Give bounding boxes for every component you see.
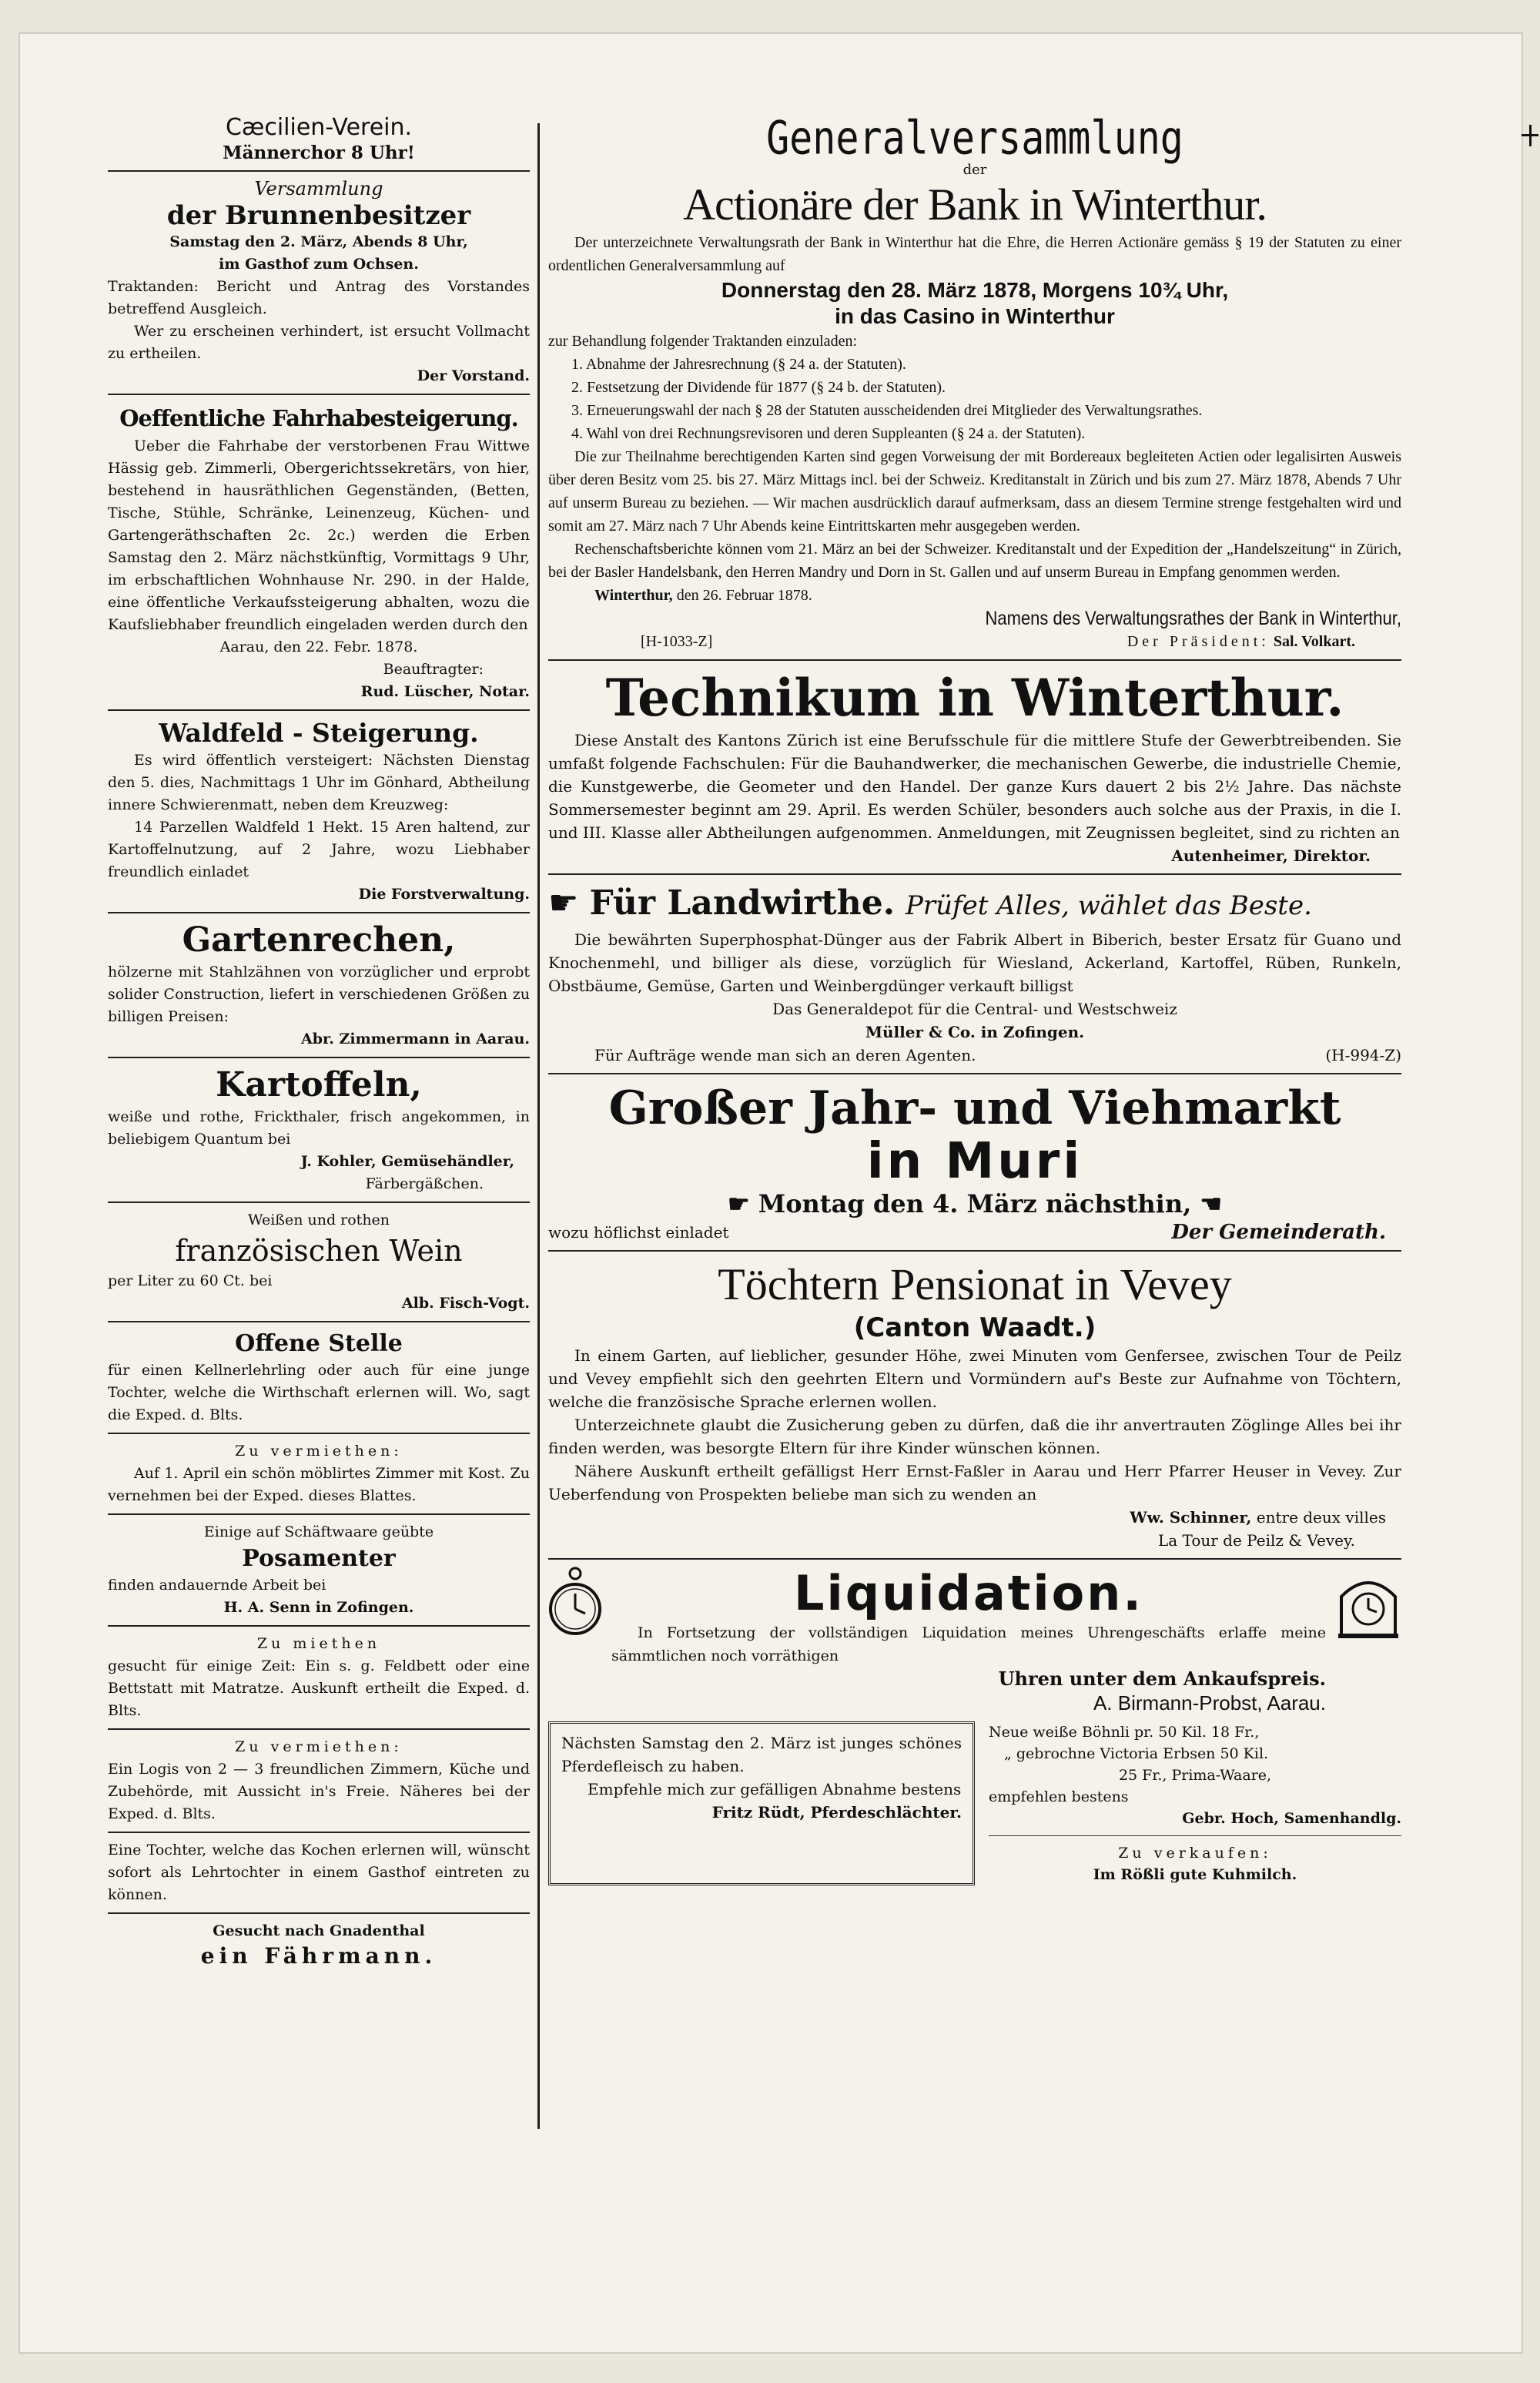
waldfeld-lots: 14 Parzellen Waldfeld 1 Hekt. 15 Aren haltend, zur Kartoffelnutzung, auf 2 Jahre, wozu Liebhaber freundlich einladet	[108, 819, 530, 880]
pferd-body2: Empfehle mich zur gefälligen Abnahme bestens	[588, 1780, 962, 1798]
markt-title: Großer Jahr- und Viehmarkt	[608, 1081, 1341, 1135]
posament-title: Posamenter	[242, 1545, 396, 1572]
boehnli-l4: empfehlen bestens	[989, 1788, 1129, 1805]
gv-date: Donnerstag den 28. März 1878, Morgens 10¾ Uhr,	[721, 278, 1229, 302]
fahrhabe-date: Aarau, den 22. Febr. 1878.	[219, 638, 418, 655]
pointing-hand-icon: ☛	[727, 1189, 750, 1218]
gv-president-name: Sal. Volkart.	[1273, 633, 1355, 650]
pensionat-sign2: entre deux villes	[1251, 1508, 1386, 1527]
bett-body: gesucht für einige Zeit: Ein s. g. Feldbett oder eine Bettstatt mit Matratze. Auskunft ertheilt die Exped. d. Blts.	[108, 1657, 530, 1719]
gv-place: in das Casino in Winterthur	[835, 304, 1115, 328]
pferd-sign: Fritz Rüdt, Pferdeschlächter.	[711, 1803, 962, 1822]
boehnli-sign: Gebr. Hoch, Samenhandlg.	[1182, 1810, 1401, 1827]
liquidation-body: In Fortsetzung der vollständigen Liquidation meines Uhrengeschäfts erlaffe meine sämmtlichen noch vorräthigen	[611, 1624, 1326, 1664]
gv-body1: Die zur Theilnahme berechtigenden Karten sind gegen Vorweisung der mit Bordereaux begleiteten Actien oder legalisirten Ausweis über deren Besitz vom 25. bis 27. März Mittags incl. bei der Schweiz. Kreditanstalt in Zürich und bis zum 27. März 1878, Abends 7 Uhr auf unserm Bureau zu beziehen. — Wir machen ausdrücklich darauf aufmerksam, dass an diesem Termine strenge festgehalten wird und somit am 27. März nach 7 Uhr Abends keine Eintrittskarten mehr ausgegeben werden.	[548, 448, 1401, 535]
caecilien-title: Cæcilien-Verein.	[225, 114, 413, 141]
technikum-sign: Autenheimer, Direktor.	[1171, 846, 1371, 865]
zimmer-body: Auf 1. April ein schön möblirtes Zimmer mit Kost. Zu vernehmen bei der Exped. dieses Blattes.	[108, 1465, 530, 1504]
gv-agenda-item: 3. Erneuerungswahl der nach § 28 der Statuten ausscheidenden drei Mitglieder des Verwaltungsrathes.	[571, 402, 1203, 419]
bett-head: Zu miethen	[256, 1635, 381, 1652]
gv-intro: Der unterzeichnete Verwaltungsrath der Bank in Winterthur hat die Ehre, die Herren Actionäre gemäss § 19 der Statuten zu einer ordentlichen Generalversammlung auf	[548, 234, 1401, 274]
tochter-body: Eine Tochter, welche das Kochen erlernen will, wünscht sofort als Lehrtochter in einem Gasthof eintreten zu können.	[108, 1842, 530, 1903]
brunnen-title: der Brunnenbesitzer	[166, 200, 471, 231]
landwirthe-body: Die bewährten Superphosphat-Dünger aus der Fabrik Albert in Biberich, bester Ersatz für Guano und Knochenmehl, und billiger als diese, vorzüglich für Wiesland, Ackerland, Kartoffel, Rüben, Runkeln, Obstbäume, Gemüse, Garten und Weinbergdünger verkauft billigst	[548, 930, 1401, 995]
liquidation-title: Liquidation.	[794, 1565, 1143, 1621]
waldfeld-sign: Die Forstverwaltung.	[358, 886, 530, 903]
wein-sign: Alb. Fisch-Vogt.	[401, 1295, 530, 1312]
pocket-watch-icon	[548, 1566, 602, 1640]
gv-behalf: Namens des Verwaltungsrathes der Bank in Winterthur,	[985, 607, 1401, 629]
logis-head: Zu vermiethen:	[235, 1738, 403, 1755]
pensionat-sign: Ww. Schinner,	[1130, 1508, 1252, 1527]
brunnen-sign: Der Vorstand.	[417, 367, 530, 384]
posament-lead: Einige auf Schäftwaare geübte	[203, 1523, 434, 1540]
boehnli-l1: Neue weiße Böhnli pr. 50 Kil. 18 Fr.,	[989, 1724, 1260, 1741]
markt-invite: wozu höflichst einladet	[548, 1223, 729, 1242]
landwirthe-firm: Müller & Co. in Zofingen.	[865, 1023, 1085, 1041]
left-column	[108, 114, 530, 2132]
pensionat-sub: (Canton Waadt.)	[853, 1312, 1096, 1343]
kartoffeln-sign2: Färbergäßchen.	[365, 1175, 484, 1192]
gv-agenda-item: 2. Festsetzung der Dividende für 1877 (§ 24 b. der Statuten).	[571, 379, 946, 396]
kartoffeln-sign: J. Kohler, Gemüsehändler,	[300, 1153, 514, 1170]
gv-place-date: den 26. Februar 1878.	[672, 587, 812, 604]
wein-lead: Weißen und rothen	[247, 1212, 390, 1228]
fahrhabe-body: Ueber die Fahrhabe der verstorbenen Frau Wittwe Hässig geb. Zimmerli, Obergerichtssekretärs, von hier, bestehend in hausräthlichen Gegenständen, (Betten, Tische, Stühle, Schränke, Leinenzeug, Küchen- und Gartengeräthschaften 2c. 2c.) werden die Erben Samstag den 2. März nächstkünftig, Vormittags 9 Uhr, im erbschaftlichen Wohnhause Nr. 290. in der Halde, eine öffentliche Verkaufssteigerung abhalten, wozu die Kaufsliebhaber freundlich eingeladen werden durch den	[108, 437, 530, 633]
pensionat-p2: Unterzeichnete glaubt die Zusicherung geben zu dürfen, daß die ihr anvertrauten Zöglinge Alles bei ihr finden werden, was besorgte Eltern für ihre Kinder wünschen können.	[548, 1416, 1401, 1457]
kartoffeln-title: Kartoffeln,	[216, 1065, 422, 1104]
pferd-box	[548, 1721, 975, 1885]
landwirthe-agents: Für Aufträge wende man sich an deren Agenten.	[594, 1046, 976, 1064]
garten-body: hölzerne mit Stahlzähnen von vorzüglicher und erprobt solider Construction, liefert in verschiedenen Größen zu billigen Preisen:	[108, 964, 530, 1025]
landwirthe-ref: (H-994-Z)	[1325, 1046, 1401, 1064]
landwirthe-depot: Das Generaldepot für die Central- und Westschweiz	[772, 1000, 1177, 1018]
waldfeld-body: Es wird öffentlich versteigert: Nächsten Dienstag den 5. dies, Nachmittags 1 Uhr im Gönhard, Abtheilung innere Schwierenmatt, neben dem Kreuzweg:	[108, 752, 530, 813]
gv-agenda-item: 1. Abnahme der Jahresrechnung (§ 24 a. der Statuten).	[571, 356, 906, 373]
wein-price: per Liter zu 60 Ct. bei	[108, 1272, 273, 1289]
mantel-clock-icon	[1335, 1566, 1401, 1640]
technikum-title: Technikum in Winterthur.	[605, 668, 1344, 728]
faehrmann-line1: Gesucht nach Gnadenthal	[213, 1922, 425, 1939]
markt-place: in Muri	[866, 1133, 1083, 1190]
brunnen-kicker: Versammlung	[254, 178, 383, 199]
landwirthe-title: Für Landwirthe.	[589, 883, 896, 923]
gv-subtitle: Actionäre der Bank in Winterthur.	[683, 179, 1267, 230]
posament-body: finden andauernde Arbeit bei	[108, 1577, 326, 1594]
stelle-body: für einen Kellnerlehrling oder auch für eine junge Tochter, welche die Wirthschaft erlernen will. Wo, sagt die Exped. d. Blts.	[108, 1362, 530, 1423]
stelle-title: Offene Stelle	[235, 1330, 403, 1357]
fahrhabe-title: Oeffentliche Fahrhabesteigerung.	[119, 405, 518, 431]
kartoffeln-body: weiße und rothe, Frickthaler, frisch angekommen, in beliebigem Quantum bei	[108, 1108, 530, 1148]
gv-place-date-bold: Winterthur,	[594, 587, 673, 604]
liquidation-sign: A. Birmann-Probst, Aarau.	[1093, 1691, 1326, 1714]
boehnli-l2: „ gebrochne Victoria Erbsen 50 Kil.	[1004, 1745, 1269, 1762]
gv-title: Generalversammlung	[766, 111, 1183, 165]
boehnli-l3: 25 Fr., Prima-Waare,	[1118, 1767, 1272, 1784]
liquidation-body-big: Uhren unter dem Ankaufspreis.	[998, 1667, 1326, 1690]
fahrhabe-sign: Rud. Lüscher, Notar.	[360, 683, 530, 700]
brunnen-note: Wer zu erscheinen verhindert, ist ersucht Vollmacht zu ertheilen.	[108, 323, 530, 362]
gv-president: Der Präsident:	[1127, 633, 1270, 650]
crop-mark	[1529, 125, 1532, 146]
brunnen-trakt: Traktanden: Bericht und Antrag des Vorstandes betreffend Ausgleich.	[108, 278, 530, 317]
gv-agenda-item: 4. Wahl von drei Rechnungsrevisoren und deren Suppleanten (§ 24 a. der Statuten).	[571, 425, 1086, 442]
faehrmann-line2: ein Fährmann.	[200, 1943, 437, 1969]
technikum-body: Diese Anstalt des Kantons Zürich ist eine Berufsschule für die mittlere Stufe der Gewerbtreibenden. Sie umfaßt folgende Fachschulen: Für die Bauhandwerker, die mechanischen Gewerbe, die industrielle Chemie, die Kunstgewerbe, die Geometer und den Handel. Der ganze Kurs dauert 2 bis 2½ Jahre. Das nächste Sommersemester beginnt am 29. April. Es werden Schüler, besonders auch solche aus der Praxis, in die I. und III. Klasse aller Abtheilungen aufgenommen. Anmeldungen, mit Zeugnissen begleitet, sind zu richten an	[548, 731, 1401, 842]
gv-ref: [H-1033-Z]	[641, 633, 713, 650]
pensionat-p1: In einem Garten, auf lieblicher, gesunder Höhe, zwei Minuten vom Genfersee, zwischen Tour de Peilz und Vevey empfiehlt sich den geehrten Eltern und Vormündern auf's Beste zur Aufnahme von Töchtern, welche die französische Sprache erlernen wollen.	[548, 1346, 1401, 1411]
markt-sign: Der Gemeinderath.	[1171, 1221, 1386, 1244]
garten-title: Gartenrechen,	[182, 920, 456, 960]
kuhmilch-head: Zu verkaufen:	[1118, 1845, 1272, 1862]
pensionat-title: Töchtern Pensionat in Vevey	[718, 1259, 1232, 1309]
zimmer-head: Zu vermiethen:	[235, 1443, 403, 1460]
gv-der: der	[962, 162, 987, 178]
pferd-body: Nächsten Samstag den 2. März ist junges schönes Pferdefleisch zu haben.	[561, 1734, 962, 1775]
brunnen-date: Samstag den 2. März, Abends 8 Uhr,	[169, 233, 468, 250]
kuhmilch-body: Im Rößli gute Kuhmilch.	[1093, 1866, 1297, 1883]
landwirthe-motto: Prüfet Alles, wählet das Beste.	[906, 890, 1312, 921]
waldfeld-title: Waldfeld - Steigerung.	[159, 718, 479, 748]
gv-agenda-intro: zur Behandlung folgender Traktanden einzuladen:	[548, 333, 857, 350]
pensionat-addr: La Tour de Peilz & Vevey.	[1157, 1531, 1355, 1550]
pensionat-p3: Nähere Auskunft ertheilt gefälligst Herr Ernst-Faßler in Aarau und Herr Pfarrer Heuser in Vevey. Zur Ueberfendung von Prospekten beliebe man sich zu wenden an	[548, 1462, 1401, 1503]
pointing-hand-icon: ☚	[1200, 1189, 1223, 1218]
pointing-hand-icon: ☛	[548, 883, 579, 923]
gv-body2: Rechenschaftsberichte können vom 21. März an bei der Schweizer. Kreditanstalt und der Expedition der „Handelszeitung“ in Zürich, bei der Basler Handelsbank, den Herren Mandry und Dorn in St. Gallen und auf unserm Bureau in Empfang genommen werden.	[548, 541, 1401, 581]
fahrhabe-role: Beauftragter:	[383, 661, 484, 678]
column-rule	[537, 123, 540, 2129]
brunnen-place: im Gasthof zum Ochsen.	[219, 256, 419, 273]
gv-agenda-list	[548, 353, 1401, 445]
logis-body: Ein Logis von 2 — 3 freundlichen Zimmern, Küche und Zubehörde, mit Aussicht in's Freie. Näheres bei der Exped. d. Blts.	[108, 1761, 530, 1822]
right-column	[548, 111, 1401, 2132]
wein-title: französischen Wein	[175, 1234, 463, 1268]
caecilien-sub: Männerchor 8 Uhr!	[223, 142, 415, 163]
posament-sign: H. A. Senn in Zofingen.	[223, 1599, 414, 1616]
markt-date: Montag den 4. März nächsthin,	[758, 1189, 1192, 1218]
garten-sign: Abr. Zimmermann in Aarau.	[300, 1031, 530, 1047]
